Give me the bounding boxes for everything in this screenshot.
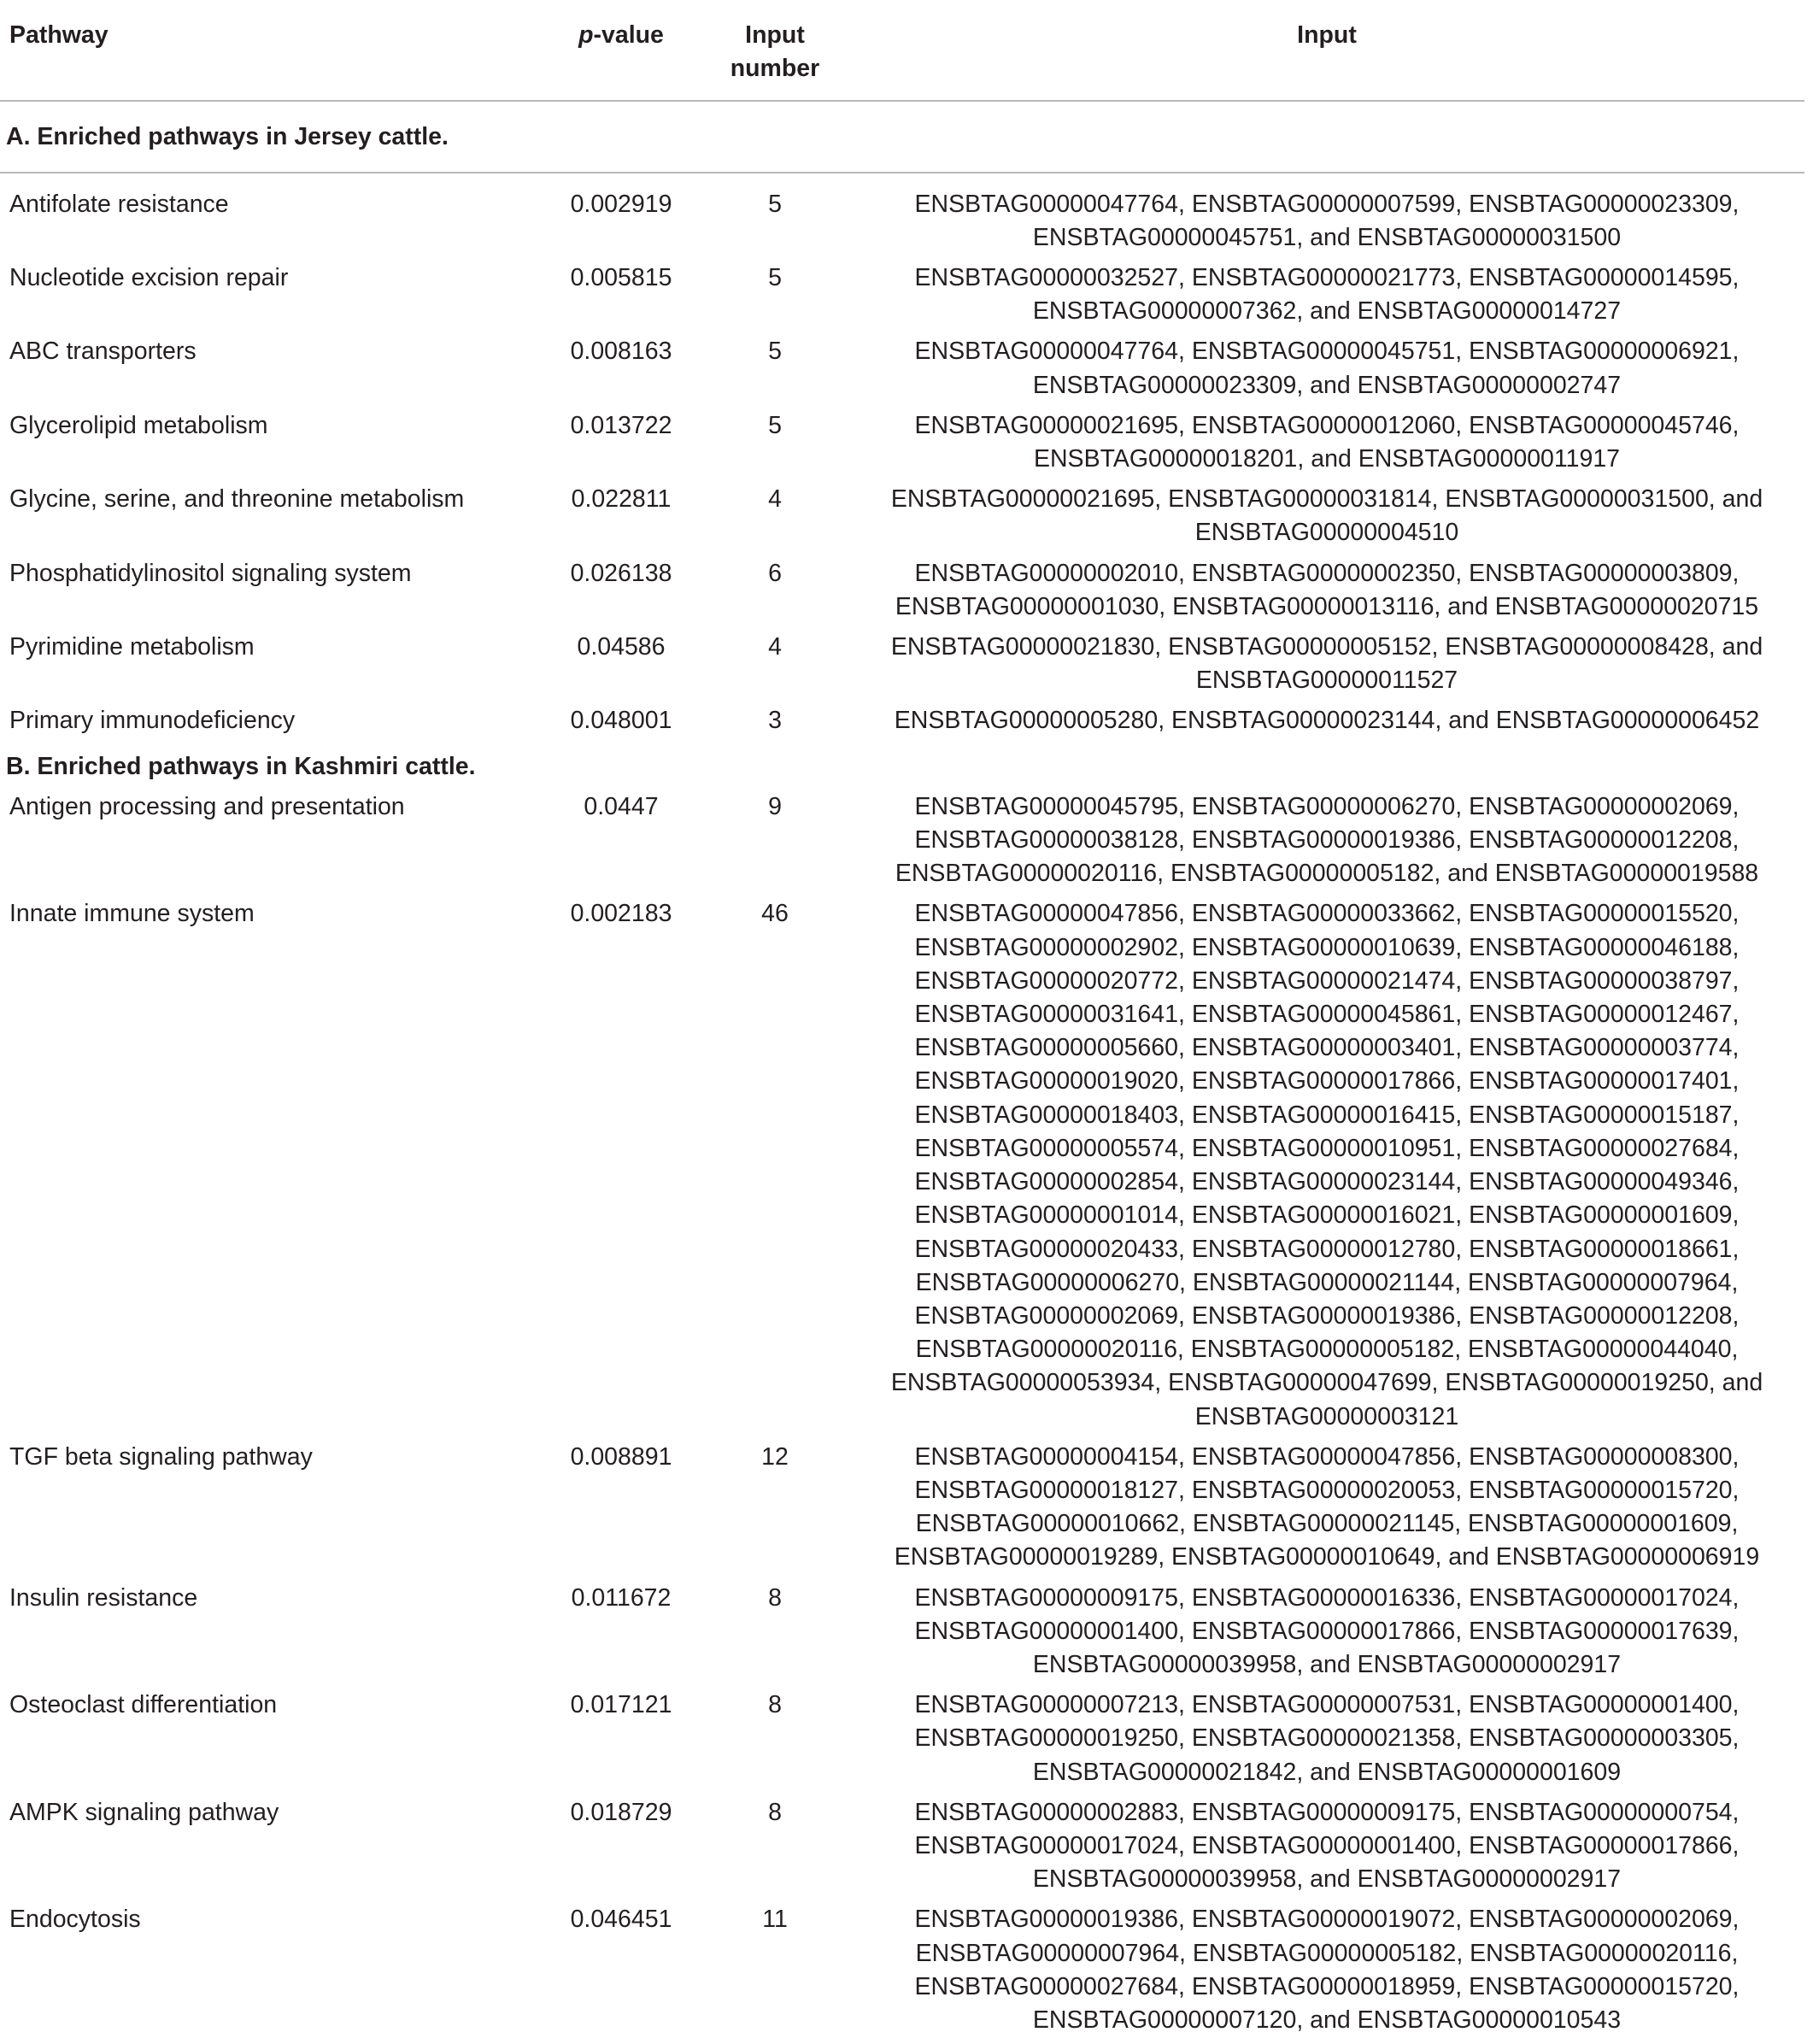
input-number-cell: 8 [768, 1583, 782, 1612]
input-genes-cell: ENSBTAG00000004154, ENSBTAG00000047856, ENSBTAG00000008300, ENSBTAG00000018127, ENSBTAG00000020053, ENSBTAG00000015720, ENSBTAG00000010662, ENSBTAG00000021145, ENSBTAG00000001609, ENSBTAG00000019289, ENSBTAG00000010649, and ENSBTAG00000006919 [894, 1442, 1760, 1571]
input-genes-cell: ENSBTAG00000047856, ENSBTAG00000033662, ENSBTAG00000015520, ENSBTAG00000002902, ENSBTAG00000010639, ENSBTAG00000046188, ENSBTAG00000020772, ENSBTAG00000021474, ENSBTAG00000038797, ENSBTAG00000031641, ENSBTAG00000045861, ENSBTAG00000012467, ENSBTAG00000005660, ENSBTAG00000003401, ENSBTAG00000003774, ENSBTAG00000019020, ENSBTAG00000017866, ENSBTAG00000017401, ENSBTAG00000018403, ENSBTAG00000016415, ENSBTAG00000015187, ENSBTAG00000005574, ENSBTAG00000010951, ENSBTAG00000027684, ENSBTAG00000002854, ENSBTAG00000023144, ENSBTAG00000049346, ENSBTAG00000001014, ENSBTAG00000016021, ENSBTAG00000001609, ENSBTAG00000020433, ENSBTAG00000012780, ENSBTAG00000018661, ENSBTAG00000006270, ENSBTAG00000021144, ENSBTAG00000007964, ENSBTAG00000002069, ENSBTAG00000019386, ENSBTAG00000012208, ENSBTAG00000020116, ENSBTAG00000005182, ENSBTAG00000044040, ENSBTAG00000053934, ENSBTAG00000047699, ENSBTAG00000019250, and ENSBTAG00000003121 [890, 900, 1763, 1430]
input-number-cell: 5 [768, 338, 782, 366]
kashmiri-rows [0, 790, 1804, 2044]
table-row [0, 409, 1804, 483]
pvalue-cell: 0.046451 [570, 1906, 672, 1934]
input-number-cell: 8 [768, 1798, 782, 1826]
header-input: Input [849, 0, 1804, 101]
input-genes-cell: ENSBTAG00000021830, ENSBTAG00000005152, ENSBTAG00000008428, and ENSBTAG00000011527 [890, 633, 1763, 695]
input-number-cell: 6 [768, 559, 782, 587]
pvalue-cell: 0.002183 [570, 900, 672, 928]
pathway-cell: Nucleotide excision repair [9, 264, 289, 292]
input-number-cell: 3 [768, 707, 782, 735]
pvalue-cell: 0.017121 [570, 1691, 672, 1719]
table-row [0, 261, 1804, 335]
pvalue-cell: 0.011672 [571, 1583, 672, 1612]
header-pvalue-p: p [578, 21, 594, 49]
pathway-cell: Pyrimidine metabolism [9, 633, 255, 661]
table-row [0, 1796, 1804, 1904]
table-row [0, 1689, 1804, 1796]
table-row [0, 173, 1804, 261]
section-a-row [0, 102, 1804, 172]
input-number-cell: 46 [761, 900, 789, 928]
pvalue-cell: 0.048001 [570, 707, 672, 735]
section-a-title: A. Enriched pathways in Jersey cattle. [0, 102, 1804, 172]
input-number-cell: 4 [768, 485, 782, 514]
pathway-cell: Insulin resistance [9, 1583, 198, 1612]
input-number-cell: 5 [768, 264, 782, 292]
table-row [0, 897, 1804, 1440]
pathway-cell: TGF beta signaling pathway [9, 1442, 313, 1471]
pvalue-cell: 0.04586 [577, 633, 666, 661]
input-genes-cell: ENSBTAG00000019386, ENSBTAG00000019072, ENSBTAG00000002069, ENSBTAG00000007964, ENSBTAG00000005182, ENSBTAG00000020116, ENSBTAG00000027684, ENSBTAG00000018959, ENSBTAG00000015720, ENSBTAG00000007120, and ENSBTAG00000010543 [914, 1906, 1740, 2034]
input-genes-cell: ENSBTAG00000021695, ENSBTAG00000012060, ENSBTAG00000045746, ENSBTAG00000018201, and ENSBTAG00000011917 [914, 411, 1740, 473]
pvalue-cell: 0.0447 [584, 792, 659, 820]
table-row [0, 1903, 1804, 2044]
header-input-number [701, 0, 849, 101]
input-number-cell: 5 [768, 411, 782, 439]
input-genes-cell: ENSBTAG00000002010, ENSBTAG00000002350, ENSBTAG00000003809, ENSBTAG00000001030, ENSBTAG00000013116, and ENSBTAG00000020715 [895, 559, 1759, 620]
header-pvalue [542, 0, 701, 101]
pathway-cell: Osteoclast differentiation [9, 1691, 278, 1719]
pathway-cell: Primary immunodeficiency [9, 707, 296, 735]
input-genes-cell: ENSBTAG00000007213, ENSBTAG00000007531, ENSBTAG00000001400, ENSBTAG00000019250, ENSBTAG00000021358, ENSBTAG00000003305, ENSBTAG00000021842, and ENSBTAG00000001609 [914, 1691, 1740, 1786]
pvalue-cell: 0.013722 [570, 411, 672, 439]
pathway-cell: Antigen processing and presentation [9, 792, 405, 820]
input-genes-cell: ENSBTAG00000002883, ENSBTAG00000009175, ENSBTAG00000000754, ENSBTAG00000017024, ENSBTAG00000001400, ENSBTAG00000017866, ENSBTAG00000039958, and ENSBTAG00000002917 [914, 1798, 1740, 1894]
input-number-cell: 12 [761, 1442, 789, 1471]
input-genes-cell: ENSBTAG00000045795, ENSBTAG00000006270, ENSBTAG00000002069, ENSBTAG00000038128, ENSBTAG00000019386, ENSBTAG00000012208, ENSBTAG00000020116, ENSBTAG00000005182, and ENSBTAG00000019588 [895, 792, 1759, 888]
header-row [0, 0, 1804, 101]
header-input-number-line1: Input [745, 21, 805, 49]
pvalue-cell: 0.002919 [570, 190, 672, 218]
pathway-cell: Innate immune system [9, 900, 255, 928]
input-genes-cell: ENSBTAG00000047764, ENSBTAG00000045751, ENSBTAG00000006921, ENSBTAG00000023309, and ENSBTAG00000002747 [914, 338, 1740, 399]
pvalue-cell: 0.008163 [570, 338, 672, 366]
section-b-title: B. Enriched pathways in Kashmiri cattle. [6, 752, 476, 780]
table-row [0, 335, 1804, 408]
table-row [0, 483, 1804, 556]
header-pvalue-rest: -value [593, 21, 664, 49]
pvalue-cell: 0.008891 [570, 1442, 672, 1471]
input-number-cell: 9 [768, 792, 782, 820]
pvalue-cell: 0.018729 [570, 1798, 672, 1826]
header-pathway: Pathway [0, 0, 542, 101]
pathway-cell: Glycine, serine, and threonine metabolism [9, 485, 465, 514]
pathway-cell: Endocytosis [9, 1906, 141, 1934]
table-row [0, 790, 1804, 898]
jersey-rows [0, 173, 1804, 745]
input-number-cell: 5 [768, 190, 782, 218]
input-genes-cell: ENSBTAG00000047764, ENSBTAG00000007599, ENSBTAG00000023309, ENSBTAG00000045751, and ENSBTAG00000031500 [914, 190, 1740, 251]
pvalue-cell: 0.026138 [570, 559, 672, 587]
pathway-cell: ABC transporters [9, 338, 197, 366]
input-genes-cell: ENSBTAG00000005280, ENSBTAG00000023144, and ENSBTAG00000006452 [894, 707, 1760, 735]
section-b-row [0, 745, 1804, 790]
pvalue-cell: 0.022811 [571, 485, 672, 514]
pathway-cell: AMPK signaling pathway [9, 1798, 279, 1826]
input-number-cell: 11 [762, 1906, 788, 1934]
table-row [0, 1582, 1804, 1689]
input-genes-cell: ENSBTAG00000009175, ENSBTAG00000016336, ENSBTAG00000017024, ENSBTAG00000001400, ENSBTAG00000017866, ENSBTAG00000017639, ENSBTAG00000039958, and ENSBTAG00000002917 [914, 1583, 1740, 1678]
table-row [0, 557, 1804, 631]
input-number-cell: 4 [768, 633, 782, 661]
table-row [0, 704, 1804, 744]
pathway-cell: Glycerolipid metabolism [9, 411, 268, 439]
table-row [0, 631, 1804, 704]
table-row [0, 1441, 1804, 1582]
pathway-cell: Phosphatidylinositol signaling system [9, 559, 412, 587]
pvalue-cell: 0.005815 [570, 264, 672, 292]
input-genes-cell: ENSBTAG00000032527, ENSBTAG00000021773, ENSBTAG00000014595, ENSBTAG00000007362, and ENSBTAG00000014727 [914, 264, 1740, 326]
input-number-cell: 8 [768, 1691, 782, 1719]
header-input-number-line2: number [730, 55, 820, 83]
input-genes-cell: ENSBTAG00000021695, ENSBTAG00000031814, ENSBTAG00000031500, and ENSBTAG00000004510 [890, 485, 1763, 547]
pathway-cell: Antifolate resistance [9, 190, 229, 218]
